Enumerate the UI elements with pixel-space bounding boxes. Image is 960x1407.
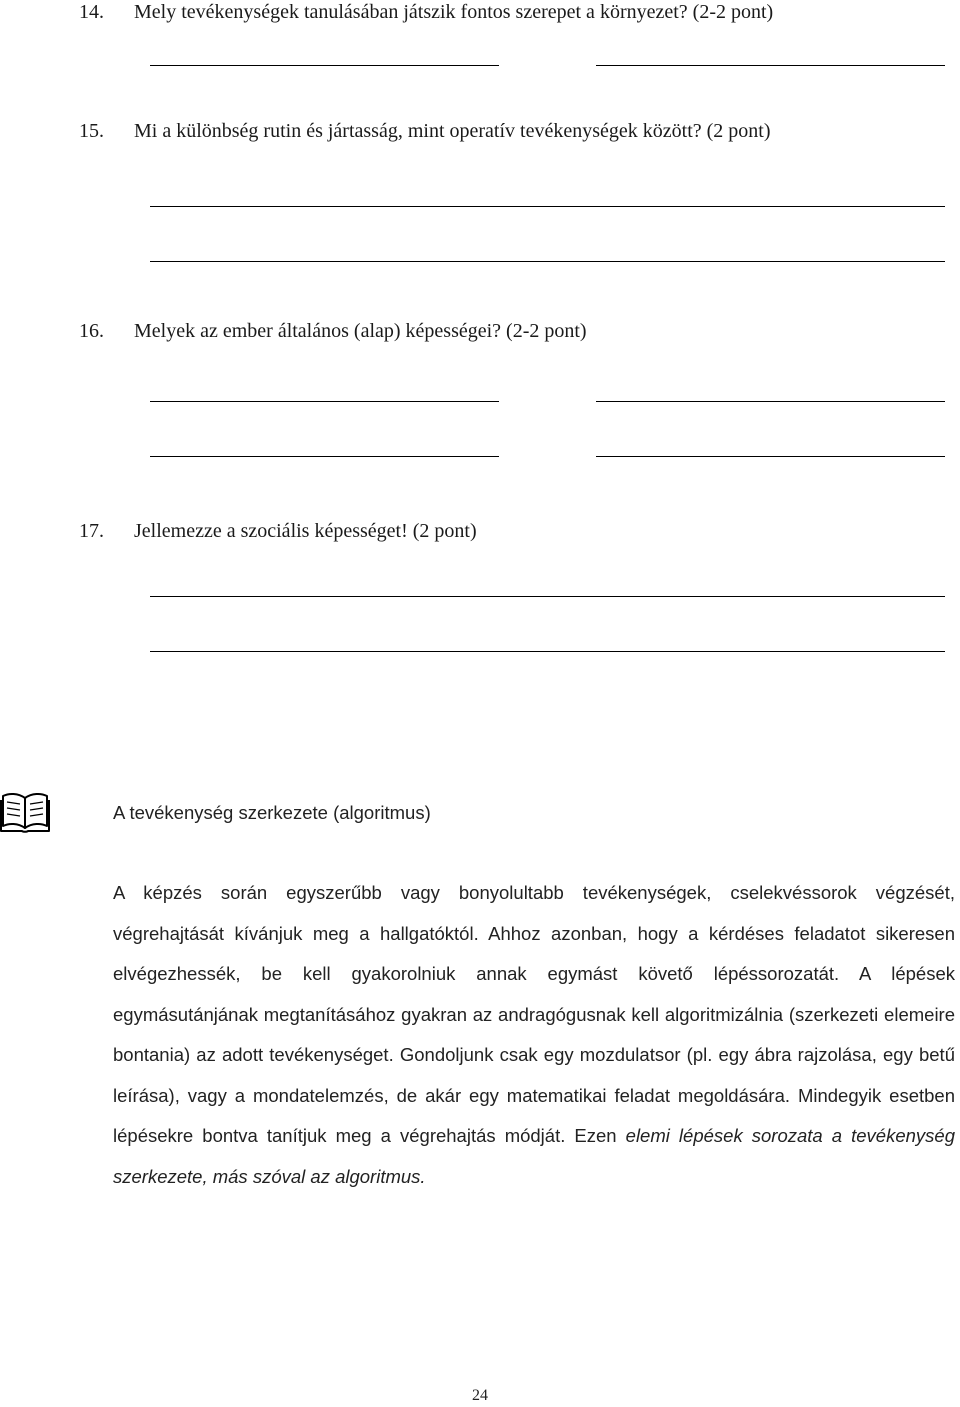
paragraph-italic-text: elemi lépések sorozata a tevékenység szerkezete, más szóval az algoritmus. <box>113 1125 955 1187</box>
answer-line[interactable] <box>150 456 499 457</box>
section-title: A tevékenység szerkezete (algoritmus) <box>113 802 431 823</box>
question-16-text: Melyek az ember általános (alap) képességei? (2-2 pont) <box>134 320 587 342</box>
answer-line[interactable] <box>150 65 499 66</box>
answer-line[interactable] <box>596 401 945 402</box>
question-15-number: 15. <box>79 120 104 142</box>
question-14-text: Mely tevékenységek tanulásában játszik fontos szerepet a környezet? (2-2 pont) <box>134 1 774 23</box>
answer-line[interactable] <box>150 261 945 262</box>
question-16-number: 16. <box>79 320 104 342</box>
answer-line[interactable] <box>596 65 945 66</box>
answer-line[interactable] <box>150 651 945 652</box>
question-17-text: Jellemezze a szociális képességet! (2 pont) <box>134 520 477 542</box>
page-number: 24 <box>472 1387 488 1404</box>
open-book-icon <box>0 790 50 834</box>
paragraph-text: A képzés során egyszerűbb vagy bonyolultabb tevékenységek, cselekvéssorok végzését, végrehajtását kívánjuk meg a hallgatóktól. Ahhoz azonban, hogy a kérdéses feladatot sikeresen elvégezhessék, be kell gyakorolniuk annak egymást követő lépéssorozatát. A lépések egymásutánjának megtanításához gyakran az andragógusnak kell algoritmizálnia (szerkezeti elemeire bontania) az adott tevékenységet. Gondoljunk csak egy mozdulatsor (pl. egy ábra rajzolása, egy betű leírása), vagy a mondatelemzés, de akár egy matematikai feladat megoldására. Mindegyik esetben lépésekre bontva tanítjuk meg a végrehajtás módját. Ezen <box>113 882 955 1146</box>
answer-line[interactable] <box>150 401 499 402</box>
question-15-text: Mi a különbség rutin és jártasság, mint operatív tevékenységek között? (2 pont) <box>134 120 771 142</box>
question-17-number: 17. <box>79 520 104 542</box>
answer-line[interactable] <box>150 206 945 207</box>
section-paragraph <box>113 873 955 1197</box>
question-14-number: 14. <box>79 1 104 23</box>
answer-line[interactable] <box>150 596 945 597</box>
answer-line[interactable] <box>596 456 945 457</box>
